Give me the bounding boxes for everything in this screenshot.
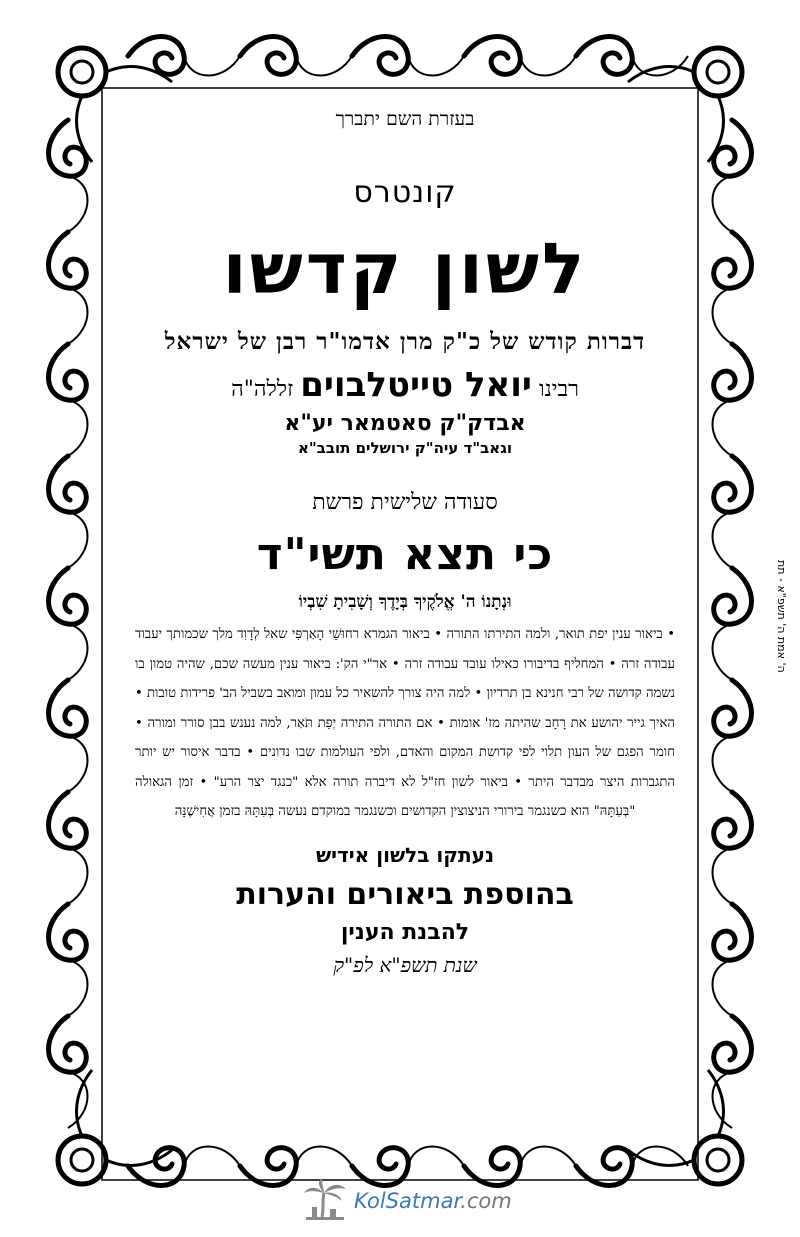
addition-line: בהוספת ביאורים והערות	[236, 876, 574, 912]
book-title: לשון קדשו	[222, 228, 588, 310]
kolsatmar-logo[interactable]	[302, 1178, 512, 1224]
palm-tree-icon	[302, 1179, 348, 1223]
translated-line: נעתקו בלשון אידיש	[315, 842, 495, 867]
kuntres-label: קונטרס	[353, 175, 457, 210]
verse-line: וּנְתָנוֹ ה' אֱלֹקֶיךָ בְּיָדֶךָ וְשָׁבִיתָ שִׁבְיוֹ	[298, 592, 512, 612]
year-line: שנת תשפ"א לפ"ק	[333, 952, 477, 977]
parsha-title: כי תצא תשי"ד	[256, 529, 554, 580]
rabbi-prefix: רבינו	[538, 377, 579, 402]
rabbi-name-line	[145, 365, 665, 405]
logo-wordmark: KolSatmar.com	[354, 1189, 512, 1213]
blessing-line: בעזרת השם יתברך	[335, 108, 475, 130]
title-page	[135, 108, 675, 1168]
side-note-text: ה' אמת ה' תשפ"א - תת	[775, 560, 788, 673]
rabbi-name: יואל טייטלבוים	[300, 365, 532, 405]
topics-paragraph: • ביאור ענין יפת תואר, ולמה התירתו התורה • ביאור הגמרא רחוּשֵׁי הָאַרְפִּי שאל לְדָוִד מלך שכמותך יעבוד עבודה זרה • המחליף בדיבורו כאילו עובד עבודה זרה • אר"י הק': ביאור ענין מעשה שכם, שהיה טמון בו נשמה קדושה של רבי חנינא בן תרדיון • למה היה צורך להשאיר כל עמון ומואב בשביל הב' פרידות טובות • האיך גייר יהושע את רָחָב שהיתה מז' אומות • אם התורה התירה יְפַת תֹּאַר, למה נענש בבן סורר ומורה • חומר הפגם של העון תלוי לפי קדושת המקום והאדם, ולפי העולמות שבו נדונים • בדבר איסור יש יותר התגברות היצר מבדבר היתר • ביאור לשון חז"ל לא דיברה תורה אלא "כנגד יצר הרע" • זמן הגאולה "בְּעִתָּהּ" הוא כשנגמר בירורי הניצוצין הקדושים וכשנגמר במוקדם נעשה בְּעִתָּהּ בזמן אֲחִישֶׁנָּה	[135, 627, 675, 819]
words-of-rebbe-line: דברות קודש של כ"ק מרן אדמו"ר רבן של ישראל	[164, 328, 646, 355]
side-note	[732, 560, 792, 673]
gaab-line: וגאב"ד עיה"ק ירושלים תובב"א	[297, 439, 513, 457]
understanding-line: להבנת הענין	[340, 919, 470, 945]
abd-line: אבדק"ק סאטמאר יע"א	[284, 411, 526, 436]
seuda-line: סעודה שלישית פרשת	[312, 490, 498, 515]
rabbi-suffix: זללה"ה	[231, 377, 294, 402]
